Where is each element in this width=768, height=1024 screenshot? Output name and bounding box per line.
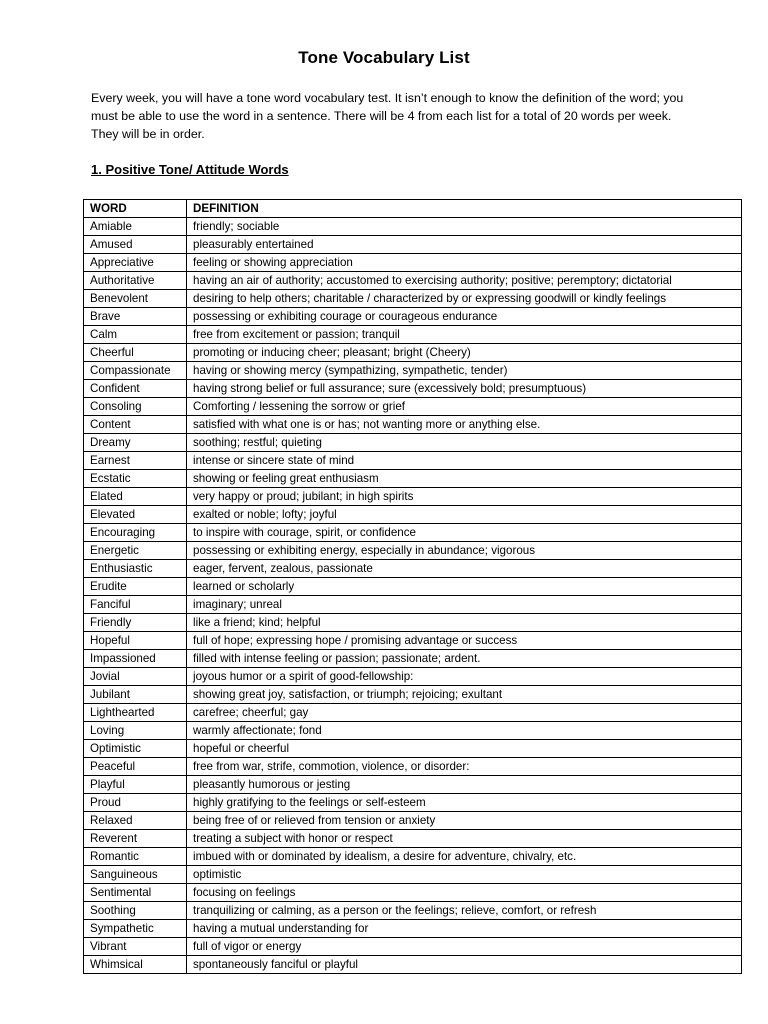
word-cell: Dreamy xyxy=(84,434,187,452)
table-row xyxy=(84,650,742,668)
word-cell: Reverent xyxy=(84,830,187,848)
definition-cell: pleasurably entertained xyxy=(187,236,742,254)
table-row xyxy=(84,560,742,578)
table-row xyxy=(84,830,742,848)
definition-cell: joyous humor or a spirit of good-fellowship: xyxy=(187,668,742,686)
definition-cell: friendly; sociable xyxy=(187,218,742,236)
intro-line: They will be in order. xyxy=(91,127,205,141)
table-row xyxy=(84,308,742,326)
definition-cell: free from war, strife, commotion, violence, or disorder: xyxy=(187,758,742,776)
definition-cell: being free of or relieved from tension or anxiety xyxy=(187,812,742,830)
page-title: Tone Vocabulary List xyxy=(298,48,470,67)
definition-cell: very happy or proud; jubilant; in high spirits xyxy=(187,488,742,506)
table-row xyxy=(84,398,742,416)
table-row xyxy=(84,254,742,272)
word-cell: Appreciative xyxy=(84,254,187,272)
table-row xyxy=(84,938,742,956)
definition-cell: filled with intense feeling or passion; passionate; ardent. xyxy=(187,650,742,668)
definition-cell: eager, fervent, zealous, passionate xyxy=(187,560,742,578)
table-row xyxy=(84,326,742,344)
table-row xyxy=(84,272,742,290)
word-cell: Sympathetic xyxy=(84,920,187,938)
definition-cell: optimistic xyxy=(187,866,742,884)
word-cell: Energetic xyxy=(84,542,187,560)
table-row xyxy=(84,470,742,488)
definition-cell: satisfied with what one is or has; not wanting more or anything else. xyxy=(187,416,742,434)
definition-cell: imaginary; unreal xyxy=(187,596,742,614)
table-row xyxy=(84,758,742,776)
definition-cell: feeling or showing appreciation xyxy=(187,254,742,272)
definition-cell: having a mutual understanding for xyxy=(187,920,742,938)
word-cell: Playful xyxy=(84,776,187,794)
definition-cell: treating a subject with honor or respect xyxy=(187,830,742,848)
intro-line: Every week, you will have a tone word vocabulary test. It isn’t enough to know the definition of the word; you xyxy=(91,91,684,105)
word-cell: Sentimental xyxy=(84,884,187,902)
word-cell: Lighthearted xyxy=(84,704,187,722)
table-row xyxy=(84,380,742,398)
table-row xyxy=(84,362,742,380)
table-row xyxy=(84,920,742,938)
table-row xyxy=(84,578,742,596)
word-cell: Enthusiastic xyxy=(84,560,187,578)
definition-cell: Comforting / lessening the sorrow or grief xyxy=(187,398,742,416)
definition-cell: like a friend; kind; helpful xyxy=(187,614,742,632)
table-row xyxy=(84,722,742,740)
word-cell: Earnest xyxy=(84,452,187,470)
section-heading: 1. Positive Tone/ Attitude Words xyxy=(91,162,289,177)
word-cell: Compassionate xyxy=(84,362,187,380)
word-cell: Relaxed xyxy=(84,812,187,830)
word-cell: Hopeful xyxy=(84,632,187,650)
definition-cell: highly gratifying to the feelings or self-esteem xyxy=(187,794,742,812)
word-cell: Amiable xyxy=(84,218,187,236)
intro-paragraph xyxy=(91,89,731,143)
definition-cell: pleasantly humorous or jesting xyxy=(187,776,742,794)
word-cell: Elated xyxy=(84,488,187,506)
definition-cell: full of hope; expressing hope / promising advantage or success xyxy=(187,632,742,650)
table-row xyxy=(84,488,742,506)
table-row xyxy=(84,704,742,722)
definition-cell: imbued with or dominated by idealism, a desire for adventure, chivalry, etc. xyxy=(187,848,742,866)
table-row xyxy=(84,416,742,434)
word-cell: Elevated xyxy=(84,506,187,524)
vocabulary-table xyxy=(83,199,742,974)
word-cell: Consoling xyxy=(84,398,187,416)
table-row xyxy=(84,434,742,452)
word-cell: Calm xyxy=(84,326,187,344)
vocabulary-table-body xyxy=(84,218,742,974)
definition-cell: free from excitement or passion; tranquil xyxy=(187,326,742,344)
word-cell: Friendly xyxy=(84,614,187,632)
intro-line: must be able to use the word in a sentence. There will be 4 from each list for a total of 20 words per week. xyxy=(91,109,672,123)
definition-cell: having strong belief or full assurance; sure (excessively bold; presumptuous) xyxy=(187,380,742,398)
definition-cell: having or showing mercy (sympathizing, sympathetic, tender) xyxy=(187,362,742,380)
word-cell: Ecstatic xyxy=(84,470,187,488)
definition-cell: exalted or noble; lofty; joyful xyxy=(187,506,742,524)
table-header-row xyxy=(84,200,742,218)
word-cell: Whimsical xyxy=(84,956,187,974)
word-cell: Confident xyxy=(84,380,187,398)
word-cell: Benevolent xyxy=(84,290,187,308)
definition-cell: carefree; cheerful; gay xyxy=(187,704,742,722)
word-cell: Authoritative xyxy=(84,272,187,290)
table-row xyxy=(84,848,742,866)
table-row xyxy=(84,632,742,650)
word-cell: Loving xyxy=(84,722,187,740)
definition-cell: possessing or exhibiting courage or courageous endurance xyxy=(187,308,742,326)
table-row xyxy=(84,776,742,794)
definition-cell: hopeful or cheerful xyxy=(187,740,742,758)
table-row xyxy=(84,218,742,236)
table-row xyxy=(84,668,742,686)
word-cell: Proud xyxy=(84,794,187,812)
definition-cell: tranquilizing or calming, as a person or the feelings; relieve, comfort, or refresh xyxy=(187,902,742,920)
table-row xyxy=(84,524,742,542)
word-cell: Romantic xyxy=(84,848,187,866)
table-row xyxy=(84,344,742,362)
table-row xyxy=(84,902,742,920)
word-cell: Peaceful xyxy=(84,758,187,776)
column-header-word: WORD xyxy=(84,200,187,218)
table-row xyxy=(84,236,742,254)
definition-cell: showing or feeling great enthusiasm xyxy=(187,470,742,488)
table-row xyxy=(84,884,742,902)
word-cell: Soothing xyxy=(84,902,187,920)
table-row xyxy=(84,506,742,524)
table-row xyxy=(84,452,742,470)
definition-cell: soothing; restful; quieting xyxy=(187,434,742,452)
table-row xyxy=(84,794,742,812)
word-cell: Cheerful xyxy=(84,344,187,362)
definition-cell: desiring to help others; charitable / characterized by or expressing goodwill or kindly feelings xyxy=(187,290,742,308)
definition-cell: to inspire with courage, spirit, or confidence xyxy=(187,524,742,542)
definition-cell: intense or sincere state of mind xyxy=(187,452,742,470)
definition-cell: focusing on feelings xyxy=(187,884,742,902)
definition-cell: spontaneously fanciful or playful xyxy=(187,956,742,974)
definition-cell: showing great joy, satisfaction, or triumph; rejoicing; exultant xyxy=(187,686,742,704)
word-cell: Fanciful xyxy=(84,596,187,614)
table-row xyxy=(84,596,742,614)
table-row xyxy=(84,740,742,758)
definition-cell: possessing or exhibiting energy, especially in abundance; vigorous xyxy=(187,542,742,560)
word-cell: Erudite xyxy=(84,578,187,596)
word-cell: Optimistic xyxy=(84,740,187,758)
table-row xyxy=(84,866,742,884)
word-cell: Sanguineous xyxy=(84,866,187,884)
word-cell: Amused xyxy=(84,236,187,254)
column-header-definition: DEFINITION xyxy=(187,200,742,218)
word-cell: Jovial xyxy=(84,668,187,686)
word-cell: Content xyxy=(84,416,187,434)
table-row xyxy=(84,290,742,308)
table-row xyxy=(84,686,742,704)
word-cell: Jubilant xyxy=(84,686,187,704)
definition-cell: having an air of authority; accustomed to exercising authority; positive; peremptory; dictatorial xyxy=(187,272,742,290)
table-row xyxy=(84,956,742,974)
word-cell: Impassioned xyxy=(84,650,187,668)
word-cell: Encouraging xyxy=(84,524,187,542)
definition-cell: full of vigor or energy xyxy=(187,938,742,956)
table-row xyxy=(84,614,742,632)
word-cell: Brave xyxy=(84,308,187,326)
table-row xyxy=(84,542,742,560)
definition-cell: warmly affectionate; fond xyxy=(187,722,742,740)
definition-cell: learned or scholarly xyxy=(187,578,742,596)
word-cell: Vibrant xyxy=(84,938,187,956)
table-row xyxy=(84,812,742,830)
definition-cell: promoting or inducing cheer; pleasant; bright (Cheery) xyxy=(187,344,742,362)
